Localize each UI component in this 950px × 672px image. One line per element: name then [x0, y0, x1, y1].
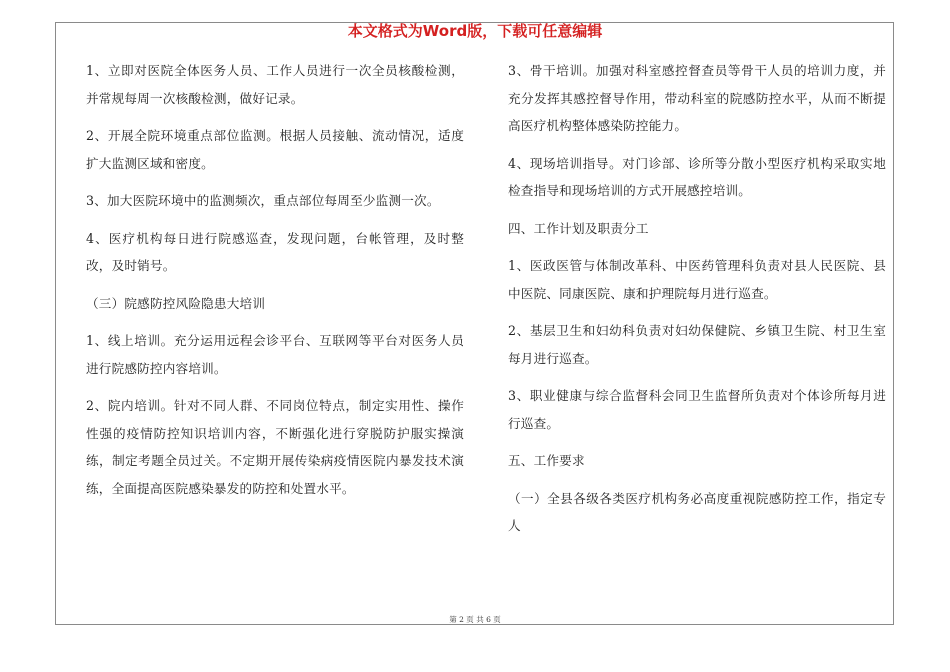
- paragraph-backbone-training: 3、骨干培训。加强对科室感控督查员等骨干人员的培训力度，并充分发挥其感控督导作用，带动科室的院感防控水平，从而不断提高医疗机构整体感染防控能力。: [508, 63, 886, 133]
- paragraph-lab-testing: 1、立即对医院全体医务人员、工作人员进行一次全员核酸检测，并常规每周一次核酸检测，做好记录。: [86, 63, 464, 106]
- paragraph-monitoring-frequency: 3、加大医院环境中的监测频次，重点部位每周至少监测一次。: [86, 193, 440, 208]
- page-number: 第 2 页 共 6 页: [449, 615, 501, 624]
- section-heading-work-plan: 四、工作计划及职责分工: [508, 220, 649, 236]
- paragraph-occupational-health: 3、职业健康与综合监督科会同卫生监督所负责对个体诊所每月进行巡查。: [508, 388, 886, 431]
- paragraph-daily-inspection: 4、医疗机构每日进行院感巡查，发现问题，台帐管理，及时整改，及时销号。: [86, 230, 464, 273]
- paragraph-primary-care: 2、基层卫生和妇幼科负责对妇幼保健院、乡镇卫生院、村卫生室每月进行巡查。: [508, 323, 886, 366]
- format-banner: 本文格式为Word版，下载可任意编辑: [347, 22, 603, 40]
- section-heading-work-requirements: 五、工作要求: [508, 453, 585, 468]
- section-heading-training: （三）院感防控风险隐患大培训: [86, 295, 266, 311]
- paragraph-inhospital-training: 2、院内培训。针对不同人群、不同岗位特点，制定实用性、操作性强的疫情防控知识培训内容，不断强化进行穿脱防护服实操演练，制定考题全员过关。不定期开展传染病疫情医院内暴发技术演练，全面提高医院感染暴发的防控和处置水平。: [86, 398, 464, 496]
- paragraph-online-training: 1、线上培训。充分运用远程会诊平台、互联网等平台对医务人员进行院感防控内容培训。: [86, 333, 464, 376]
- right-column: [508, 57, 886, 550]
- paragraph-onsite-guidance: 4、现场培训指导。对门诊部、诊所等分散小型医疗机构采取实地检查指导和现场培训的方式开展感控培训。: [508, 155, 886, 198]
- paragraph-medical-administration: 1、医政医管与体制改革科、中医药管理科负责对县人民医院、县中医院、同康医院、康和护理院每月进行巡查。: [508, 258, 886, 301]
- paragraph-requirement-one: （一）全县各级各类医疗机构务必高度重视院感防控工作，指定专人: [508, 490, 886, 533]
- left-column: [86, 57, 464, 512]
- paragraph-environment-monitoring: 2、开展全院环境重点部位监测。根据人员接触、流动情况，适度扩大监测区域和密度。: [86, 128, 464, 171]
